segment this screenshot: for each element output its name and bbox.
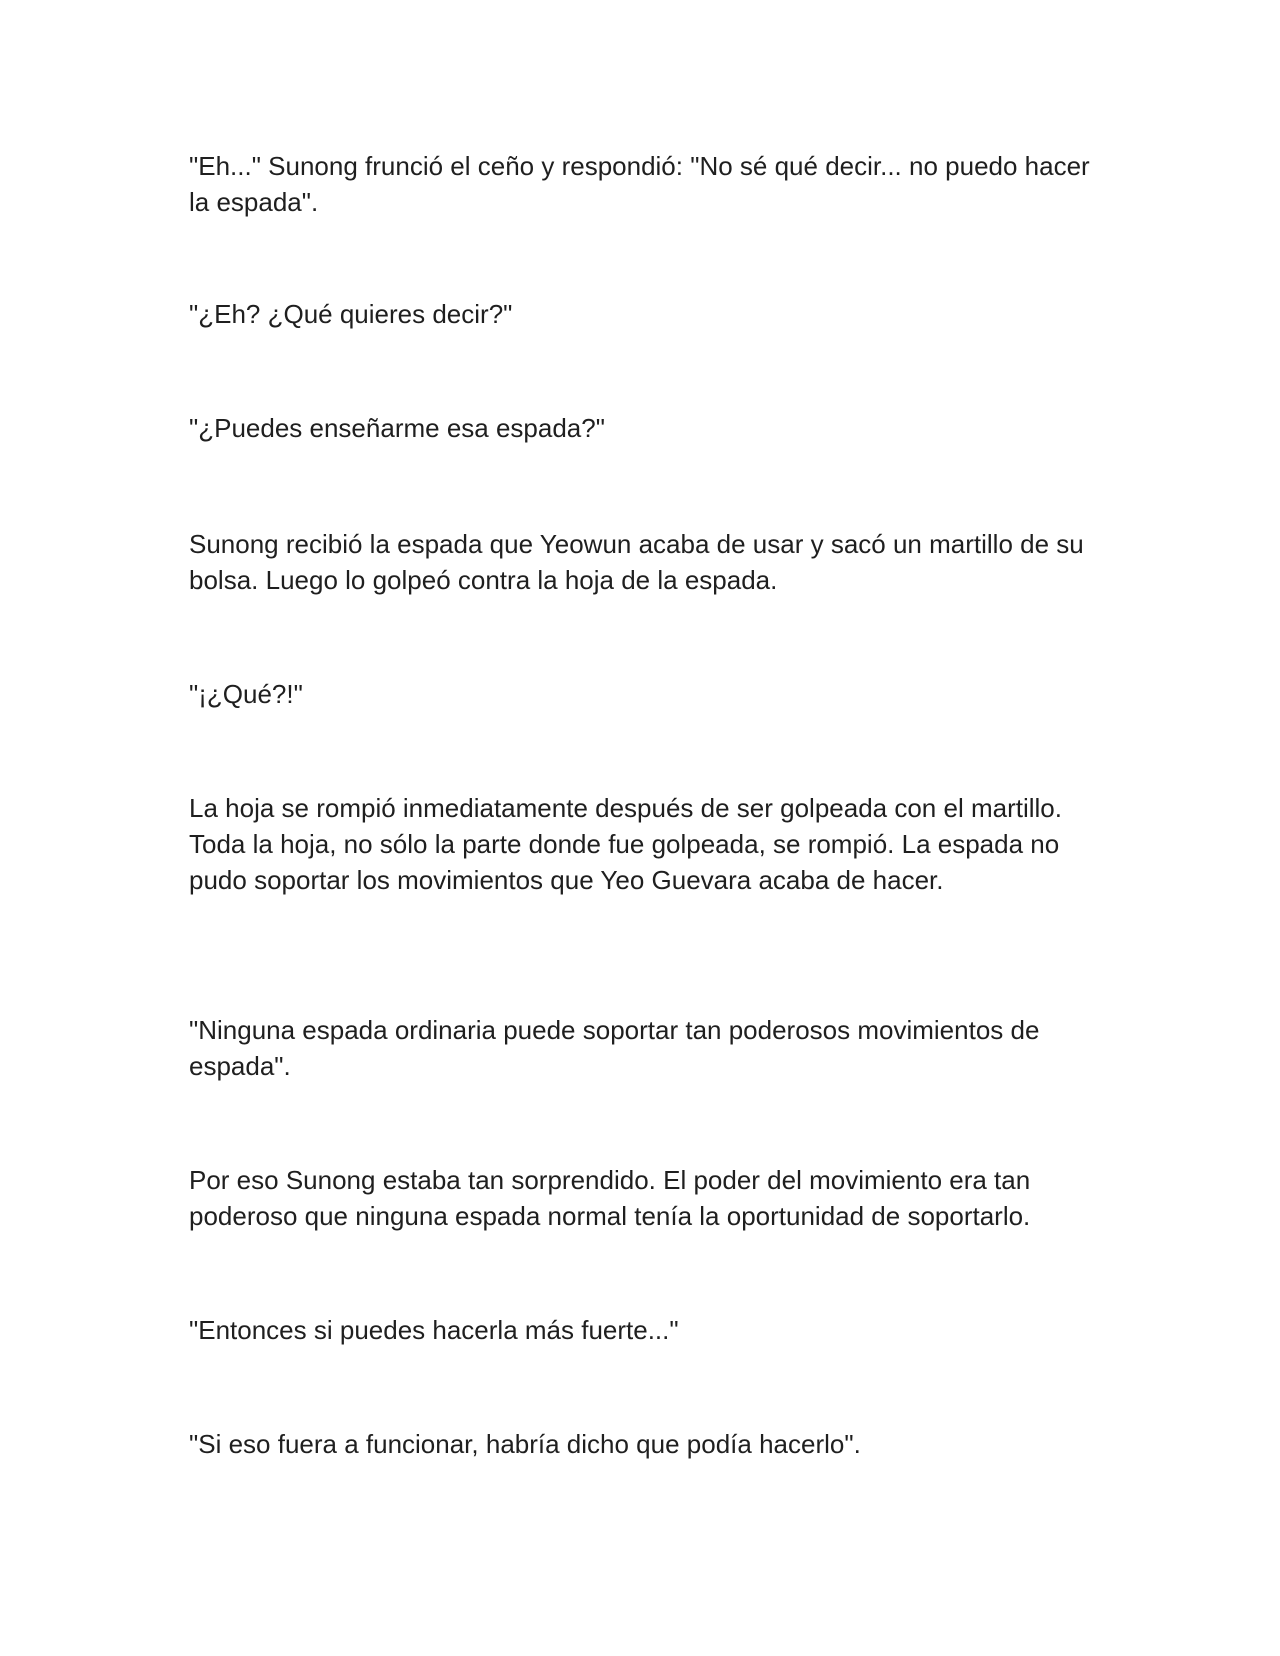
paragraph: La hoja se rompió inmediatamente después de ser golpeada con el martillo. Toda la hoja, no sólo la parte donde fue golpeada, se rompió. La espada no pudo soportar los movimientos que Yeo Guevara acaba de hacer. [189,793,1062,895]
paragraph: "Eh..." Sunong frunció el ceño y respondió: "No sé qué decir... no puedo hacer la espada". [189,151,1090,217]
paragraph: "¿Puedes enseñarme esa espada?" [189,413,605,443]
paragraph: "¡¿Qué?!" [189,679,303,709]
paragraph: "Si eso fuera a funcionar, habría dicho que podía hacerlo". [189,1429,861,1459]
paragraph: "Ninguna espada ordinaria puede soportar tan poderosos movimientos de espada". [189,1015,1040,1081]
paragraph: "¿Eh? ¿Qué quieres decir?" [189,299,513,329]
paragraph: Por eso Sunong estaba tan sorprendido. El poder del movimiento era tan poderoso que ninguna espada normal tenía la oportunidad de soportarlo. [189,1165,1031,1231]
paragraph: "Entonces si puedes hacerla más fuerte..." [189,1315,679,1345]
paragraph: Sunong recibió la espada que Yeowun acaba de usar y sacó un martillo de su bolsa. Luego lo golpeó contra la hoja de la espada. [189,529,1084,595]
